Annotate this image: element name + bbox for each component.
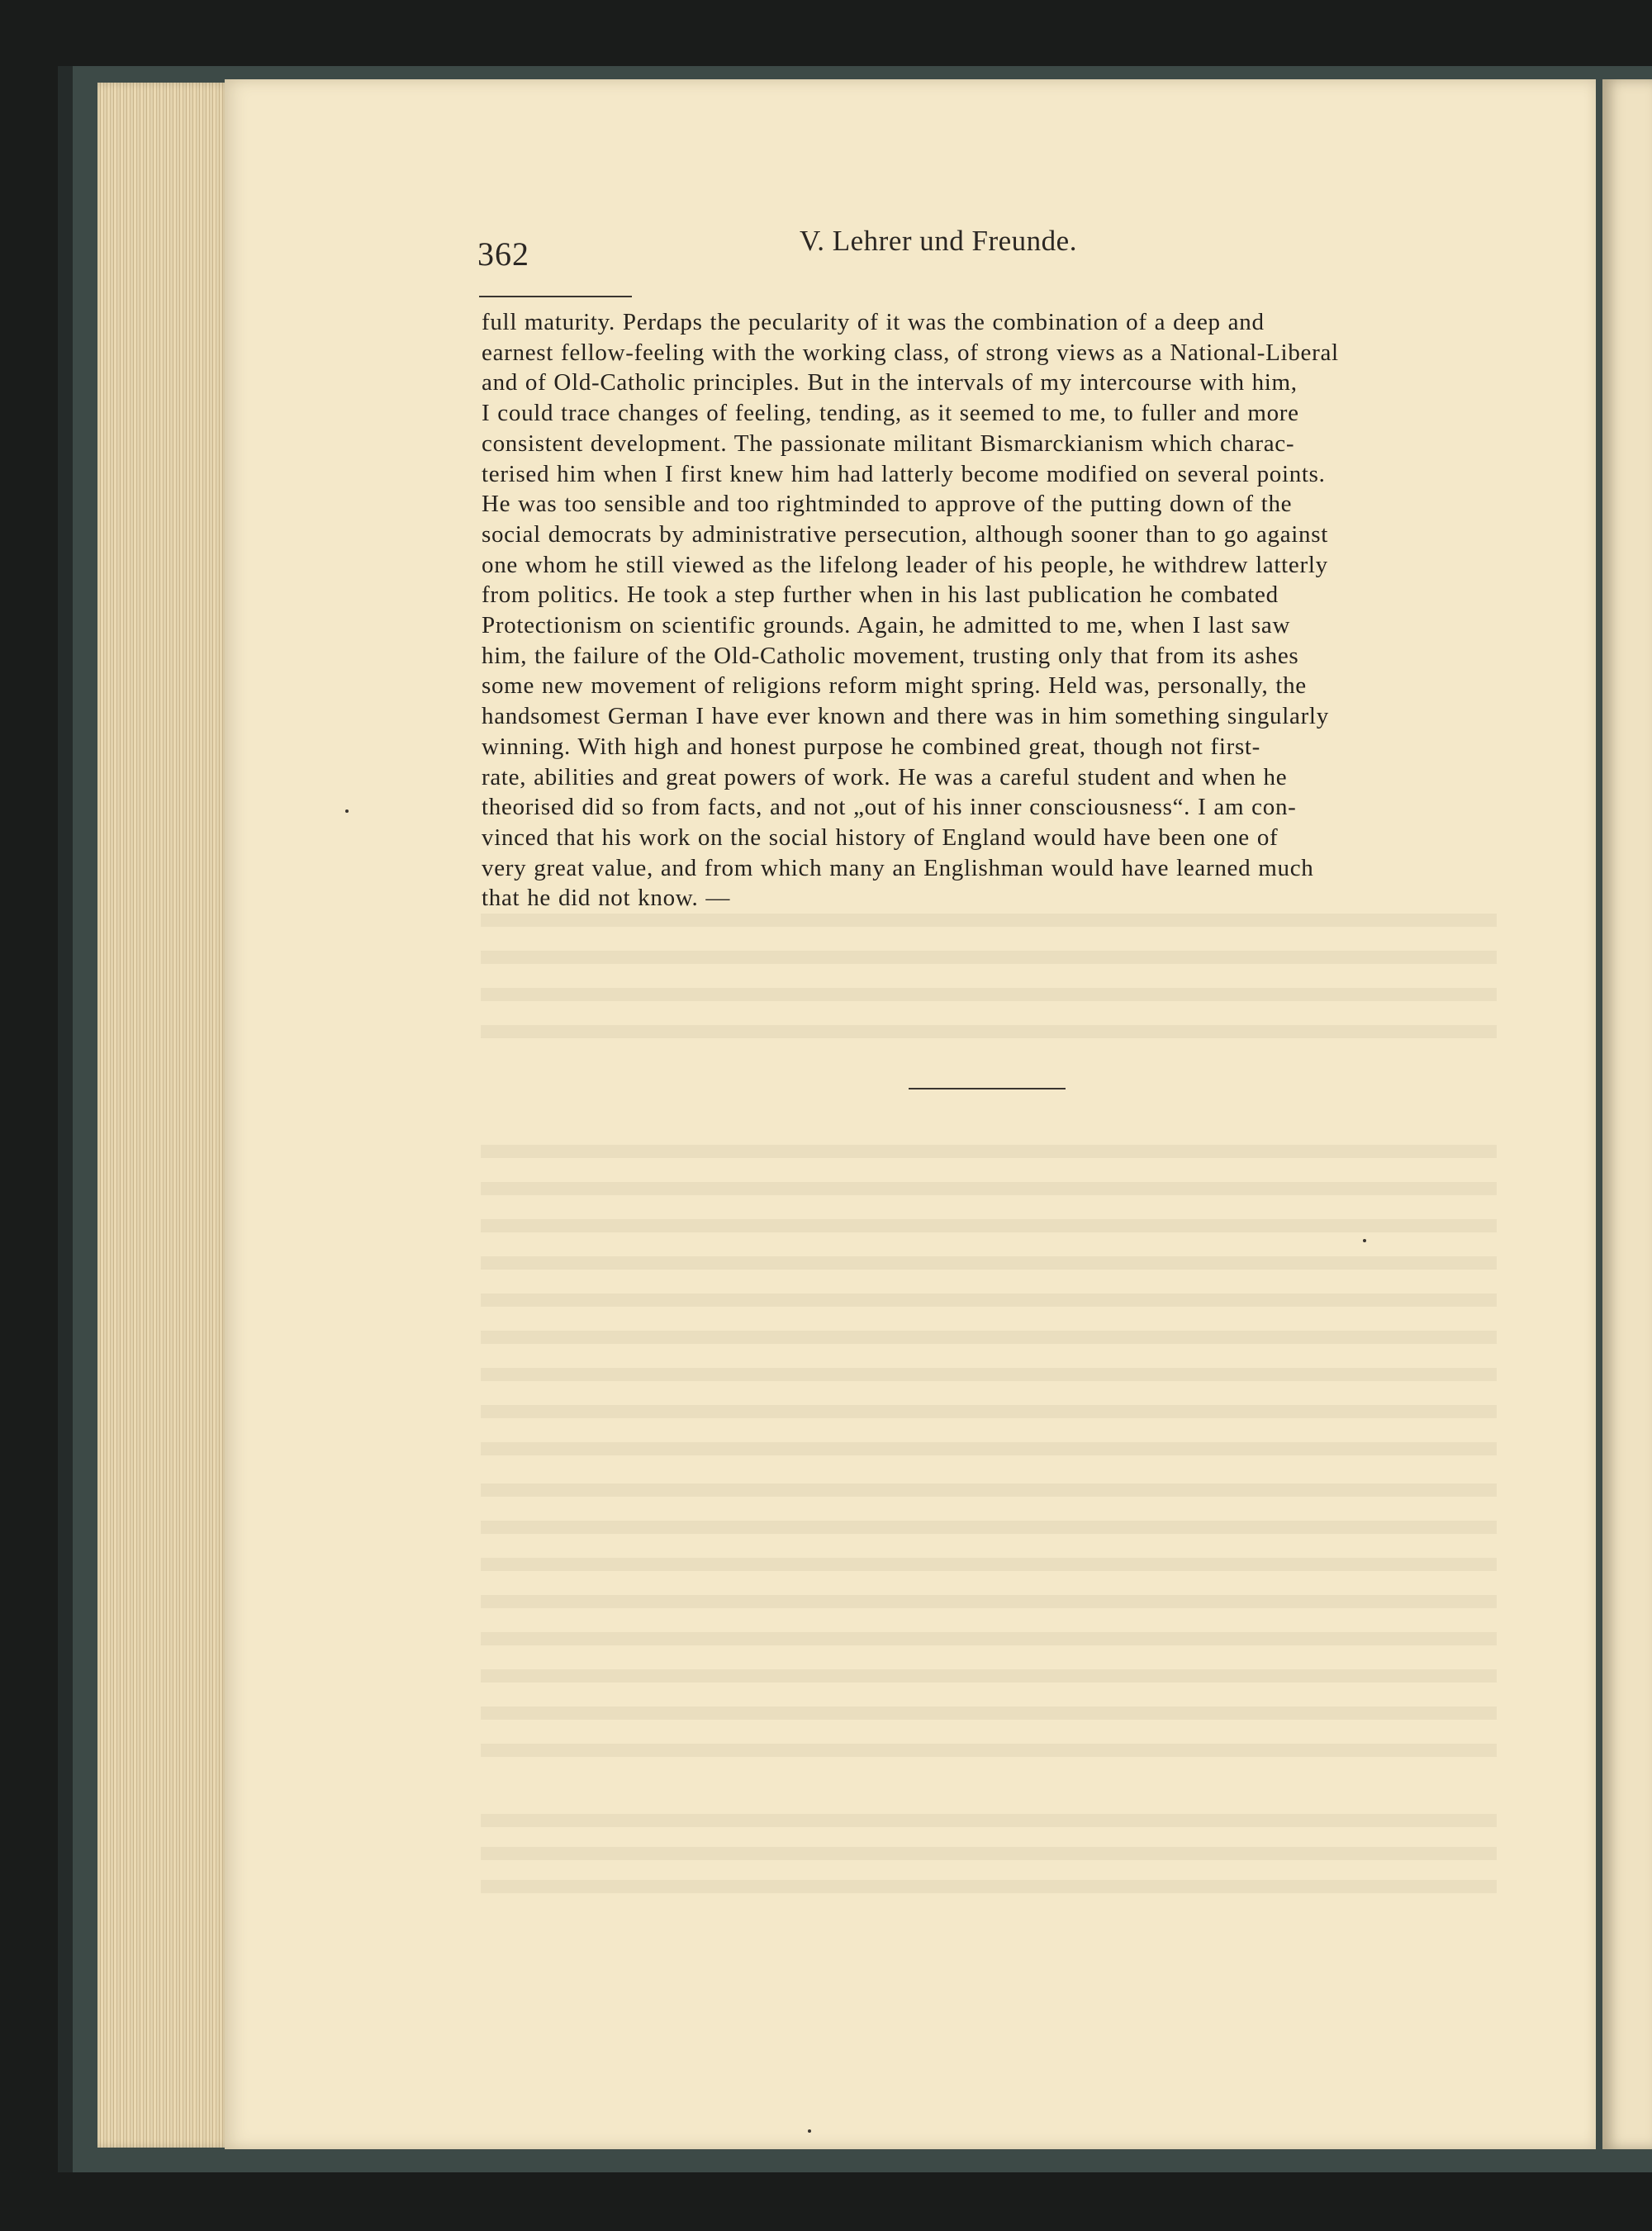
- bleed-through: [481, 1521, 1497, 1534]
- bleed-through: [481, 1219, 1497, 1232]
- speck: [1363, 1239, 1366, 1242]
- running-head: [477, 225, 1518, 273]
- bleed-through: [481, 1483, 1497, 1497]
- bleed-through: [481, 1814, 1497, 1827]
- cover-edge: [58, 66, 73, 2172]
- bleed-through: [481, 1595, 1497, 1608]
- end-rule: [909, 1088, 1066, 1089]
- speck: [808, 2129, 811, 2133]
- top-rule: [479, 296, 632, 297]
- bleed-through: [481, 1368, 1497, 1381]
- bleed-through: [481, 1706, 1497, 1720]
- page-number: 362: [477, 235, 529, 273]
- bleed-through: [481, 1294, 1497, 1307]
- bleed-through: [481, 1405, 1497, 1418]
- bleed-through: [481, 1669, 1497, 1683]
- next-page-edge: [1602, 79, 1652, 2149]
- speck: [345, 809, 349, 813]
- bleed-through: [481, 1025, 1497, 1038]
- running-title: V. Lehrer und Freunde.: [800, 225, 1077, 257]
- bleed-through: [481, 988, 1497, 1001]
- bleed-through: [481, 1145, 1497, 1158]
- bleed-through: [481, 1847, 1497, 1860]
- body-paragraph: full maturity. Perdaps the pecularity of it was the combination of a deep and earnest fellow-feeling with the working class, of strong views as a National-Liberal and of Old-Catholic principles. But in the intervals of my intercourse with him, I could trace changes of feeling, tending, as it seemed to me, to fuller and more consistent development. The passionate militant Bismarckianism which charac- terised him when I first knew him had latterly become modified on several points. He was too sensible and too rightminded to approve of the putting down of the social democrats by administrative persecution, although sooner than to go against one whom he still viewed as the lifelong leader of his people, he withdrew latterly from politics. He took a step further when in his last publication he combated Protectionism on scientific grounds. Again, he admitted to me, when I last saw him, the failure of the Old-Catholic movement, trusting only that from its ashes some new movement of religions reform might spring. Held was, personally, the handsomest German I have ever known and there was in him something singularly winning. With high and honest purpose he combined great, though not first- rate, abilities and great powers of work. He was a careful student and when he theorised did so from facts, and not „out of his inner consciousness“. I am con- vinced that his work on the social history of England would have been one of very great value, and from which many an Englishman would have learned much that he did not know. —: [482, 309, 1339, 912]
- bleed-through: [481, 1256, 1497, 1270]
- bleed-through: [481, 1331, 1497, 1344]
- bleed-through: [481, 1744, 1497, 1757]
- bleed-through: [481, 951, 1497, 964]
- bleed-through: [481, 1880, 1497, 1893]
- bleed-through: [481, 914, 1497, 927]
- page-edges: [97, 83, 230, 2148]
- bleed-through: [481, 1632, 1497, 1645]
- bleed-through: [481, 1182, 1497, 1195]
- bleed-through: [481, 1558, 1497, 1571]
- bleed-through: [481, 1442, 1497, 1455]
